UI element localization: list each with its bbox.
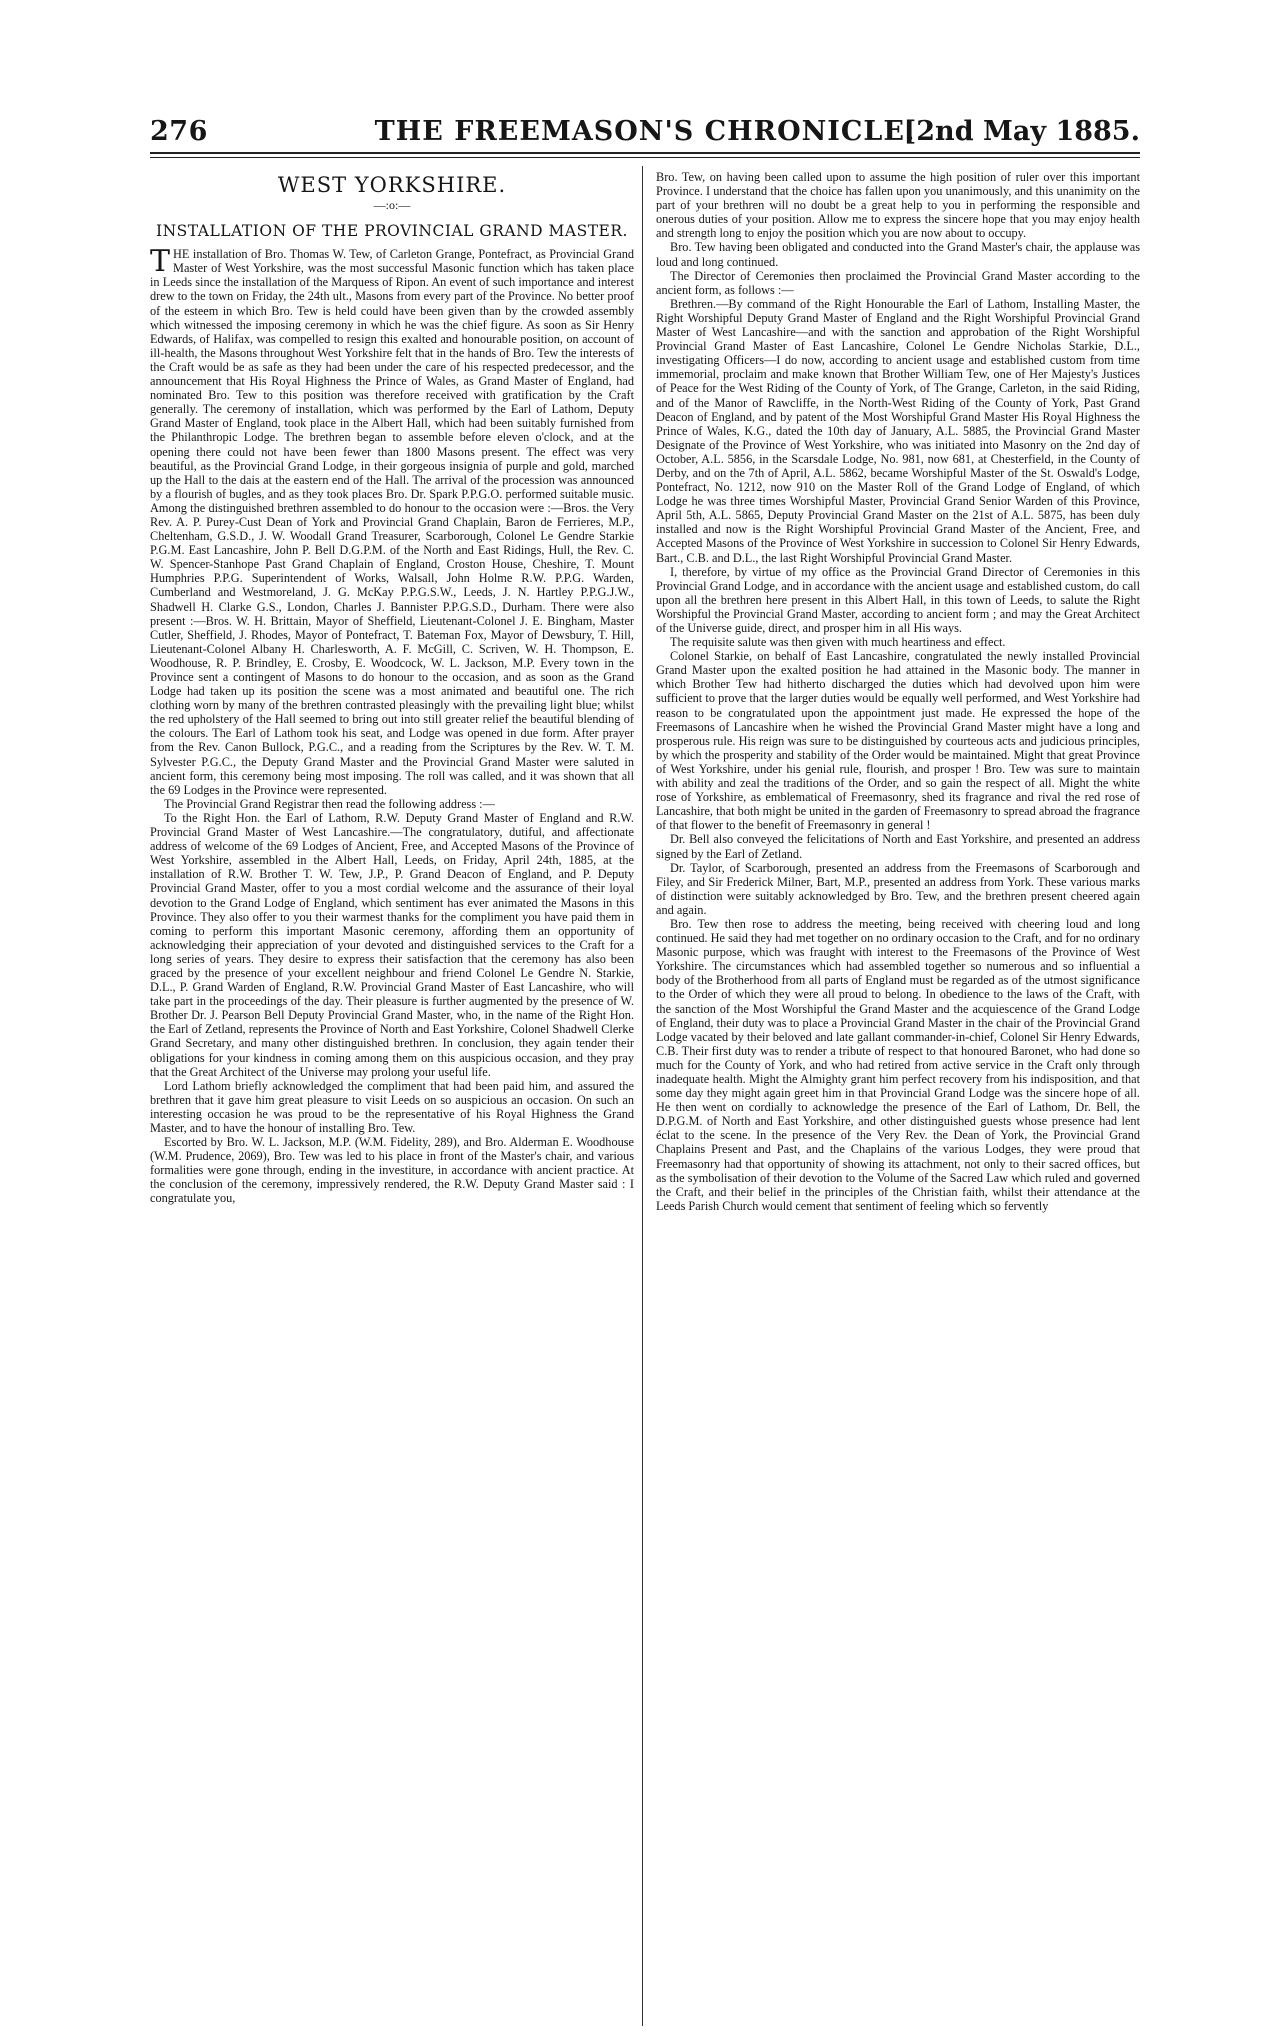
- article-paragraph: I, therefore, by virtue of my office as the Provincial Grand Director of Ceremonies in this Provincial Grand Lodge, and in accordance with the ancient usage and established custom, do call upon all the brethren here present in this Albert Hall, in this town of Leeds, to salute the Right Worshipful the Provincial Grand Master, according to ancient form ; and may the Great Architect of the Universe guide, direct, and prosper him in all His ways.: [656, 564, 1140, 635]
- column-divider: [642, 166, 643, 2026]
- article-paragraph: The requisite salute was then given with much heartiness and effect.: [670, 635, 1006, 650]
- left-column: [150, 170, 634, 2020]
- article-subheading: INSTALLATION OF THE PROVINCIAL GRAND MASTER.: [156, 222, 628, 241]
- article-paragraph: Brethren.—By command of the Right Honourable the Earl of Lathom, Installing Master, the Right Worshipful Deputy Grand Master of England and the Right Worshipful Provincial Grand Master of West Lancashire—and with the sanction and approbation of the Right Worshipful Provincial Grand Master of East Lancashire, Colonel Le Gendre Nicholas Starkie, D.L., investigating Officers—I do now, according to ancient usage and established custom from time immemorial, proclaim and make known that Brother William Tew, one of Her Majesty's Justices of Peace for the West Riding of the County of York, of The Grange, Carleton, in the said Riding, and of the Manor of Rawcliffe, in the North-West Riding of the County of York, Past Grand Deacon of England, and by patent of the Most Worshipful Grand Master His Royal Highness the Prince of Wales, K.G., dated the 10th day of January, A.L. 5885, the Provincial Grand Master Designate of the Province of West Yorkshire, who was initiated into Masonry on the 2nd day of October, A.L. 5856, in the Scarsdale Lodge, No. 981, now 681, at Chesterfield, in the County of Derby, and on the 7th of April, A.L. 5862, became Worshipful Master of the St. Oswald's Lodge, Pontefract, No. 1212, now 910 on the Master Roll of the Grand Lodge of England, of which Lodge he was three times Worshipful Master, Provincial Grand Senior Warden of this Province, April 5th, A.L. 5865, Deputy Provincial Grand Master on the 21st of A.L. 5875, has been duly installed and now is the Right Worshipful Provincial Grand Master of the Ancient, Free, and Accepted Masons of the Province of West Yorkshire in succession to Colonel Sir Henry Edwards, Bart., C.B. and D.L., the last Right Worshipful Provincial Grand Master.: [656, 296, 1140, 565]
- article-paragraph: The Director of Ceremonies then proclaimed the Provincial Grand Master according to the ancient form, as follows :—: [656, 268, 1140, 297]
- article-paragraph: Escorted by Bro. W. L. Jackson, M.P. (W.M. Fidelity, 289), and Bro. Alderman E. Woodhouse (W.M. Prudence, 2069), Bro. Tew was led to his place in front of the Master's chair, and various formalities were gone through, ending in the investiture, in accordance with ancient practice. At the conclusion of the ceremony, impressively rendered, the R.W. Deputy Grand Master said : I congratulate you,: [150, 1135, 634, 1206]
- lead-paragraph-text: HE installation of Bro. Thomas W. Tew, of Carleton Grange, Pontefract, as Provincial Grand Master of West Yorkshire, was the most successful Masonic function which has taken place in Leeds since the installation of the Marquess of Ripon. An event of such importance and interest drew to the town on Friday, the 24th ult., Masons from every part of the Province. No better proof of the esteem in which Bro. Tew is held could have been given than by the crowded assembly which witnessed the imposing ceremony in which he was the chief figure. As soon as Sir Henry Edwards, of Halifax, was compelled to resign this exalted and honourable position, on account of ill-health, the Masons throughout West Yorkshire felt that in the hands of Bro. Tew the interests of the Craft would be as safe as they had been under the care of his respected predecessor, and the announcement that His Royal Highness the Prince of Wales, as Grand Master of England, had nominated Bro. Tew to this position was therefore received with gratification by the Craft generally. The ceremony of installation, which was performed by the Earl of Lathom, Deputy Grand Master of England, took place in the Albert Hall, which had been suitably furnished from the Philanthropic Lodge. The brethren began to assemble before eleven o'clock, and at the opening there could not have been fewer than 1800 Masons present. The effect was very beautiful, as the Provincial Grand Lodge, in their gorgeous insignia of purple and gold, marched up the Hall to the dais at the eastern end of the Hall. The arrival of the procession was announced by a flourish of bugles, and as they took places Bro. Dr. Spark P.P.G.O. performed suitable music. Among the distinguished brethren assembled to do honour to the occasion were :—Bros. the Very Rev. A. P. Purey-Cust Dean of York and Provincial Grand Chaplain, Baron de Ferrieres, M.P., Cheltenham, G.S.D., J. W. Woodall Grand Treasurer, Scarborough, Colonel Le Gendre Starkie P.G.M. East Lancashire, John P. Bell D.G.P.M. of the North and East Ridings, Hull, the Rev. C. W. Spencer-Stanhope Past Grand Chaplain of England, Croston House, Cheshire, T. Mount Humphries P.P.G. Superintendent of Works, Walsall, John Holme R.W. P.P.G. Warden, Cumberland and Westmoreland, J. G. McKay P.P.G.S.W., Leeds, J. N. Hartley P.P.G.J.W., Shadwell H. Clarke G.S., London, Charles J. Bannister P.P.G.S.D., Durham. There were also present :—Bros. W. H. Brittain, Mayor of Sheffield, Lieutenant-Colonel J. E. Bingham, Master Cutler, Sheffield, J. Rhodes, Mayor of Pontefract, T. Bateman Fox, Mayor of Dewsbury, T. Hill, Lieutenant-Colonel Albany H. Charlesworth, A. F. McGill, C. Scriven, W. H. Thompson, E. Woodhouse, R. P. Brindley, E. Crosby, E. Woodcock, W. L. Jackson, M.P. Every town in the Province sent a contingent of Masons to do honour to the occasion, and as soon as the Grand Lodge had taken up its position the scene was a most animated and beautiful one. The rich clothing worn by many of the brethren contrasted pleasingly with the prevailing light blue; whilst the red upholstery of the Hall seemed to bring out into still greater relief the beautiful blending of the colours. The Earl of Lathom took his seat, and Lodge was opened in due form. After prayer from the Rev. Canon Bullock, P.G.C., and a reading from the Scriptures by the Rev. W. T. M. Sylvester P.G.C., the Deputy Grand Master and the Provincial Grand Master were saluted in ancient form, this ceremony being most imposing. The roll was called, and it was shown that all the 69 Lodges in the Province were represented.: [150, 247, 634, 797]
- drop-cap: T: [150, 244, 171, 280]
- masthead: [150, 116, 1140, 156]
- masthead-rule-thick: [150, 152, 1140, 154]
- article-lead-paragraph: [150, 244, 634, 797]
- article-heading: WEST YORKSHIRE.: [277, 173, 507, 197]
- article-paragraph: Dr. Taylor, of Scarborough, presented an address from the Freemasons of Scarborough and Filey, and Sir Frederick Milner, Bart, M.P., presented an address from York. These various marks of distinction were suitably acknowledged by Bro. Tew, and the brethren present cheered again and again.: [656, 860, 1140, 917]
- right-column: [656, 170, 1140, 2020]
- article-paragraph: The Provincial Grand Registrar then read the following address :—: [164, 796, 495, 811]
- page-number: 276: [150, 116, 208, 147]
- masthead-rule-thin: [150, 157, 1140, 158]
- article-paragraph: Dr. Bell also conveyed the felicitations of North and East Yorkshire, and presented an address signed by the Earl of Zetland.: [656, 832, 1140, 861]
- article-paragraph: Bro. Tew having been obligated and conducted into the Grand Master's chair, the applause was loud and long continued.: [656, 240, 1140, 269]
- article-paragraph: To the Right Hon. the Earl of Lathom, R.W. Deputy Grand Master of England and R.W. Provincial Grand Master of West Lancashire.—The congratulatory, dutiful, and affectionate address of welcome of the 69 Lodges of Ancient, Free, and Accepted Masons of the Province of West Yorkshire, assembled in the Albert Hall, Leeds, on Friday, April 24th, 1885, at the installation of R.W. Brother T. W. Tew, J.P., P. Grand Deacon of England, and P. Deputy Provincial Grand Master, offer to you a most cordial welcome and the assurance of their loyal devotion to the Grand Lodge of England, which sentiment has ever animated the Masons in this Province. They also offer to you their warmest thanks for the compliment you have paid them in coming to perform this important Masonic ceremony, affording them an opportunity of acknowledging their appreciation of your devoted and distinguished services to the Craft for a long series of years. They desire to express their satisfaction that the ceremony has also been graced by the presence of your excellent neighbour and friend Colonel Le Gendre N. Starkie, D.L., P. Grand Warden of England, R.W. Provincial Grand Master of East Lancashire, who will take part in the proceedings of the day. Their pleasure is further augmented by the presence of W. Brother Dr. J. Pearson Bell Deputy Provincial Grand Master, who, in the name of the Right Hon. the Earl of Zetland, represents the Province of North and East Yorkshire, Colonel Shadwell Clerke Grand Secretary, and many other distinguished brethren. In conclusion, they again tender their obligations for your kindness in coming among them on this auspicious occasion, and they pray that the Great Architect of the Universe may prolong your useful life.: [150, 810, 634, 1079]
- article-paragraph: Bro. Tew, on having been called upon to assume the high position of ruler over this important Province. I understand that the choice has fallen upon you unanimously, and this unanimity on the part of your brethren will no doubt be a great help to you in performing the responsible and onerous duties of your position. Allow me to express the sincere hope that you may enjoy health and strength long to enjoy the position which you are now about to occupy.: [656, 170, 1140, 241]
- article-paragraph: Lord Lathom briefly acknowledged the compliment that had been paid him, and assured the brethren that it gave him great pleasure to visit Leeds on so auspicious an occasion. On such an interesting occasion he was proud to be the representative of his Royal Highness the Grand Master, and to have the honour of installing Bro. Tew.: [150, 1078, 634, 1135]
- ornament-divider: —:o:—: [373, 198, 411, 213]
- publication-title: THE FREEMASON'S CHRONICLE.: [374, 116, 916, 147]
- article-paragraph: Bro. Tew then rose to address the meeting, being received with cheering loud and long continued. He said they had met together on no ordinary occasion to the Craft, and for no ordinary Masonic purpose, which was fraught with interest to the Freemasons of the Province of West Yorkshire. The circumstances which had assembled together so numerous and so influential a body of the Brotherhood from all parts of England must be regarded as of the utmost significance to the Order of which they were all proud to belong. In obedience to the laws of the Craft, with the sanction of the Most Worshipful the Grand Master and the acquiescence of the Grand Lodge of England, their duty was to place a Provincial Grand Master in the chair of the Provincial Grand Lodge vacated by their beloved and late gallant commander-in-chief, Colonel Sir Henry Edwards, C.B. Their first duty was to render a tribute of respect to that honoured Baronet, who had done so much for the County of York, and who had retired from active service in the Craft only through inadequate health. Might the Almighty grant him perfect recovery from his indisposition, and that some day they might again greet him in that Provincial Grand Lodge was the sincere hope of all. He then went on cordially to acknowledge the presence of the Earl of Lathom, Dr. Bell, the D.P.G.M. of North and East Yorkshire, and other distinguished guests whose presence had lent éclat to the scene. In the presence of the Very Rev. the Dean of York, the Provincial Grand Chaplains Present and Past, and the Chaplains of the various Lodges, they were proud that Freemasonry had that opportunity of showing its attachment, not only to their sacred offices, but as the symbolisation of their devotion to the Volume of the Sacred Law which ruled and governed the Craft, and their belief in the principles of the Christian faith, whilst their attendance at the Leeds Parish Church would cement that sentiment of feeling which so fervently: [656, 916, 1140, 1213]
- issue-date: [2nd May 1885.: [903, 116, 1140, 147]
- article-paragraph: Colonel Starkie, on behalf of East Lancashire, congratulated the newly installed Provincial Grand Master upon the exalted position he had attained in the Masonic body. The manner in which Brother Tew had hitherto discharged the duties which had devolved upon him were sufficient to prove that the larger duties would be equally well performed, and West Yorkshire had reason to be congratulated upon the appointment just made. He expressed the hope of the Freemasons of Lancashire when he wished the Provincial Grand Master might have a long and prosperous rule. His reign was sure to be distinguished by courteous acts and judicious principles, by which the prosperity and stability of the Order would be maintained. Might that great Province of West Yorkshire, under his genial rule, flourish, and prosper ! Bro. Tew was sure to maintain with ability and zeal the traditions of the Order, and so gain the respect of all. Might the white rose of Yorkshire, as emblematical of Freemasonry, shed its fragrance and rival the red rose of Lancashire, that both might be united in the garden of Freemasonry to spread abroad the fragrance of that flower to the benefit of Freemasonry in general !: [656, 649, 1140, 833]
